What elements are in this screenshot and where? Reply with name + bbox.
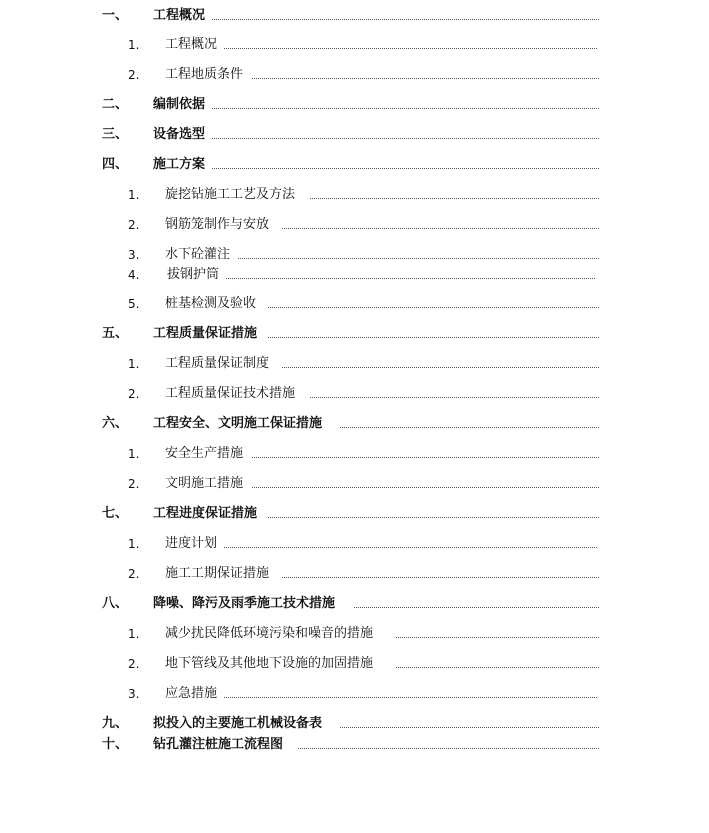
toc-entry[interactable] (0, 564, 709, 584)
toc-number: 九、 (102, 716, 129, 731)
toc-title: 安全生产措施 (165, 446, 244, 461)
toc-number: 1. (128, 357, 140, 371)
toc-entry[interactable] (0, 354, 709, 374)
toc-entry[interactable] (0, 414, 709, 434)
toc-number: 五、 (102, 326, 129, 341)
toc-number: 六、 (102, 416, 129, 431)
toc-number: 2. (128, 567, 140, 581)
toc-title: 水下砼灌注 (165, 247, 231, 262)
toc-entry[interactable] (0, 504, 709, 524)
toc-entry[interactable] (0, 594, 709, 614)
toc-title: 应急措施 (165, 686, 218, 701)
toc-leader-dots (340, 427, 599, 428)
toc-leader-dots (268, 337, 599, 338)
toc-number: 1. (128, 447, 140, 461)
toc-number: 3. (128, 248, 140, 262)
toc-entry[interactable] (0, 384, 709, 404)
toc-entry[interactable] (0, 95, 709, 115)
toc-title: 拟投入的主要施工机械设备表 (153, 716, 323, 731)
toc-number: 八、 (102, 596, 129, 611)
toc-entry[interactable] (0, 684, 709, 704)
toc-title: 文明施工措施 (165, 476, 244, 491)
toc-entry[interactable] (0, 444, 709, 464)
toc-leader-dots (238, 258, 599, 259)
toc-number: 2. (128, 218, 140, 232)
toc-title: 工程进度保证措施 (153, 506, 258, 521)
toc-title: 桩基检测及验收 (165, 296, 257, 311)
toc-entry[interactable] (0, 735, 709, 755)
toc-number: 二、 (102, 97, 129, 112)
toc-entry[interactable] (0, 65, 709, 85)
toc-number: 1. (128, 188, 140, 202)
toc-title: 设备选型 (153, 127, 206, 142)
toc-title: 工程概况 (165, 37, 218, 52)
toc-leader-dots (298, 748, 599, 749)
toc-leader-dots (268, 517, 599, 518)
toc-title: 工程概况 (153, 8, 206, 23)
toc-number: 三、 (102, 127, 129, 142)
toc-number: 1. (128, 38, 140, 52)
toc-leader-dots (252, 78, 599, 79)
toc-title: 钢筋笼制作与安放 (165, 217, 270, 232)
toc-number: 七、 (102, 506, 129, 521)
toc-number: 2. (128, 657, 140, 671)
toc-leader-dots (340, 727, 599, 728)
toc-title: 旋挖钻施工工艺及方法 (165, 187, 296, 202)
toc-leader-dots (226, 278, 595, 279)
toc-title: 工程质量保证制度 (165, 356, 270, 371)
toc-entry[interactable] (0, 265, 709, 285)
toc-number: 4. (128, 268, 140, 282)
toc-entry[interactable] (0, 294, 709, 314)
toc-leader-dots (212, 19, 599, 20)
toc-title: 工程质量保证措施 (153, 326, 258, 341)
toc-entry[interactable] (0, 714, 709, 734)
toc-leader-dots (268, 307, 599, 308)
toc-entry[interactable] (0, 324, 709, 344)
toc-number: 2. (128, 68, 140, 82)
toc-title: 减少扰民降低环境污染和噪音的措施 (165, 626, 374, 641)
toc-title: 工程质量保证技术措施 (165, 386, 296, 401)
toc-leader-dots (354, 607, 599, 608)
toc-entry[interactable] (0, 474, 709, 494)
toc-title: 地下管线及其他地下设施的加固措施 (165, 656, 374, 671)
toc-number: 3. (128, 687, 140, 701)
toc-leader-dots (224, 547, 597, 548)
toc-number: 1. (128, 537, 140, 551)
toc-leader-dots (282, 577, 599, 578)
toc-title: 工程地质条件 (165, 67, 244, 82)
toc-title: 钻孔灌注桩施工流程图 (153, 737, 284, 752)
toc-title: 进度计划 (165, 536, 218, 551)
toc-title: 施工工期保证措施 (165, 566, 270, 581)
toc-leader-dots (310, 397, 599, 398)
toc-leader-dots (212, 138, 599, 139)
toc-number: 2. (128, 387, 140, 401)
toc-leader-dots (212, 108, 599, 109)
toc-leader-dots (282, 367, 599, 368)
toc-title: 拔钢护筒 (167, 267, 220, 282)
toc-number: 5. (128, 297, 140, 311)
toc-entry[interactable] (0, 624, 709, 644)
toc-number: 2. (128, 477, 140, 491)
toc-leader-dots (212, 168, 599, 169)
toc-number: 十、 (102, 737, 129, 752)
toc-leader-dots (396, 667, 599, 668)
toc-leader-dots (282, 228, 599, 229)
toc-number: 1. (128, 627, 140, 641)
toc-number: 一、 (102, 8, 129, 23)
toc-leader-dots (396, 637, 599, 638)
toc-entry[interactable] (0, 185, 709, 205)
toc-entry[interactable] (0, 534, 709, 554)
toc-title: 编制依据 (153, 97, 206, 112)
toc-number: 四、 (102, 157, 129, 172)
toc-entry[interactable] (0, 245, 709, 265)
toc-entry[interactable] (0, 6, 709, 26)
toc-entry[interactable] (0, 215, 709, 235)
toc-leader-dots (310, 198, 599, 199)
toc-leader-dots (224, 48, 597, 49)
toc-leader-dots (252, 457, 599, 458)
toc-title: 施工方案 (153, 157, 206, 172)
toc-entry[interactable] (0, 125, 709, 145)
toc-title: 工程安全、文明施工保证措施 (153, 416, 323, 431)
toc-entry[interactable] (0, 654, 709, 674)
toc-entry[interactable] (0, 155, 709, 175)
toc-leader-dots (252, 487, 599, 488)
toc-leader-dots (224, 697, 597, 698)
toc-entry[interactable] (0, 35, 709, 55)
toc-title: 降噪、降污及雨季施工技术措施 (153, 596, 336, 611)
